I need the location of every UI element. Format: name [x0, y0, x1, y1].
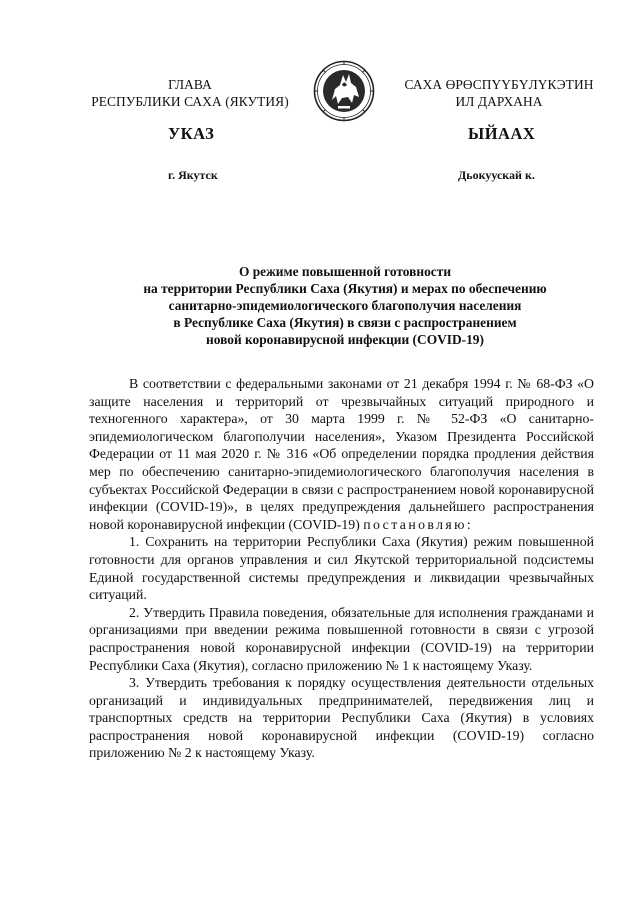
sakha-coat-of-arms-icon: [313, 60, 375, 122]
city-ru: г. Якутск: [168, 168, 218, 182]
title-line: на территории Республики Саха (Якутия) и мерах по обеспечению: [143, 281, 547, 296]
issuer-sah-line1: САХА ӨРӨСПҮҮБҮЛҮКЭТИН: [404, 77, 594, 92]
city-sah: Дьокуускай к.: [458, 168, 535, 182]
decree-title: [100, 263, 590, 348]
title-line: в Республике Саха (Якутия) в связи с распространением: [173, 315, 517, 330]
title-line: новой коронавирусной инфекции (COVID-19): [206, 332, 484, 347]
preamble-paragraph: [89, 375, 594, 533]
issuer-ru-line2: РЕСПУБЛИКИ САХА (ЯКУТИЯ): [91, 94, 289, 109]
title-line: О режиме повышенной готовности: [238, 264, 452, 279]
clause-1: 1. Сохранить на территории Республики Саха (Якутия) режим повышенной готовности для органов управления и сил Якутской территориальной подсистемы Единой государственной системы предупреждения и ликвидации чрезвычайных ситуаций.: [89, 534, 594, 603]
issuer-sah-line2: ИЛ ДАРХАНА: [455, 94, 543, 109]
clause-3: 3. Утвердить требования к порядку осуществления деятельности отдельных организаций и индивидуальных предпринимателей, передвижения лиц и транспортных средств на территории Республики Саха (Якутия) в условиях распространения новой коронавирусной инфекции (COVID-19) согласно приложению № 2 к настоящему Указу.: [89, 675, 594, 761]
issuer-ru-line1: ГЛАВА: [168, 77, 212, 92]
clause-2: 2. Утвердить Правила поведения, обязательные для исполнения гражданами и организациями при введении режима повышенной готовности в связи с угрозой распространения новой коронавирусной инфекции (COVID-19) на территории Республики Саха (Якутия), согласно приложению № 1 к настоящему Указу.: [89, 604, 594, 673]
decree-word: постановляю:: [363, 516, 474, 532]
preamble-text: В соответствии с федеральными законами от 21 декабря 1994 г. № 68-ФЗ «О защите населения и территорий от чрезвычайных ситуаций природного и техногенного характера», от 30 марта 1999 г. № 52-ФЗ «О санитарно-эпидемиологическом благополучии населения», Указом Президента Российской Федерации от 11 мая 2020 г. № 316 «Об определении порядка продления действия мер по обеспечению санитарно-эпидемиологического благополучия населения в субъектах Российской Федерации в связи с распространением новой коронавирусной инфекции (COVID-19)», в целях предупреждения дальнейшего распространения новой коронавирусной инфекции (COVID-19): [89, 376, 594, 532]
title-line: санитарно-эпидемиологического благополучия населения: [168, 298, 522, 313]
doc-kind-ru: УКАЗ: [168, 124, 215, 143]
doc-kind-sah: ЫЙААХ: [468, 124, 536, 143]
issuer-ru: [80, 76, 300, 110]
decree-body: [89, 375, 594, 762]
issuer-sah: [388, 76, 610, 110]
